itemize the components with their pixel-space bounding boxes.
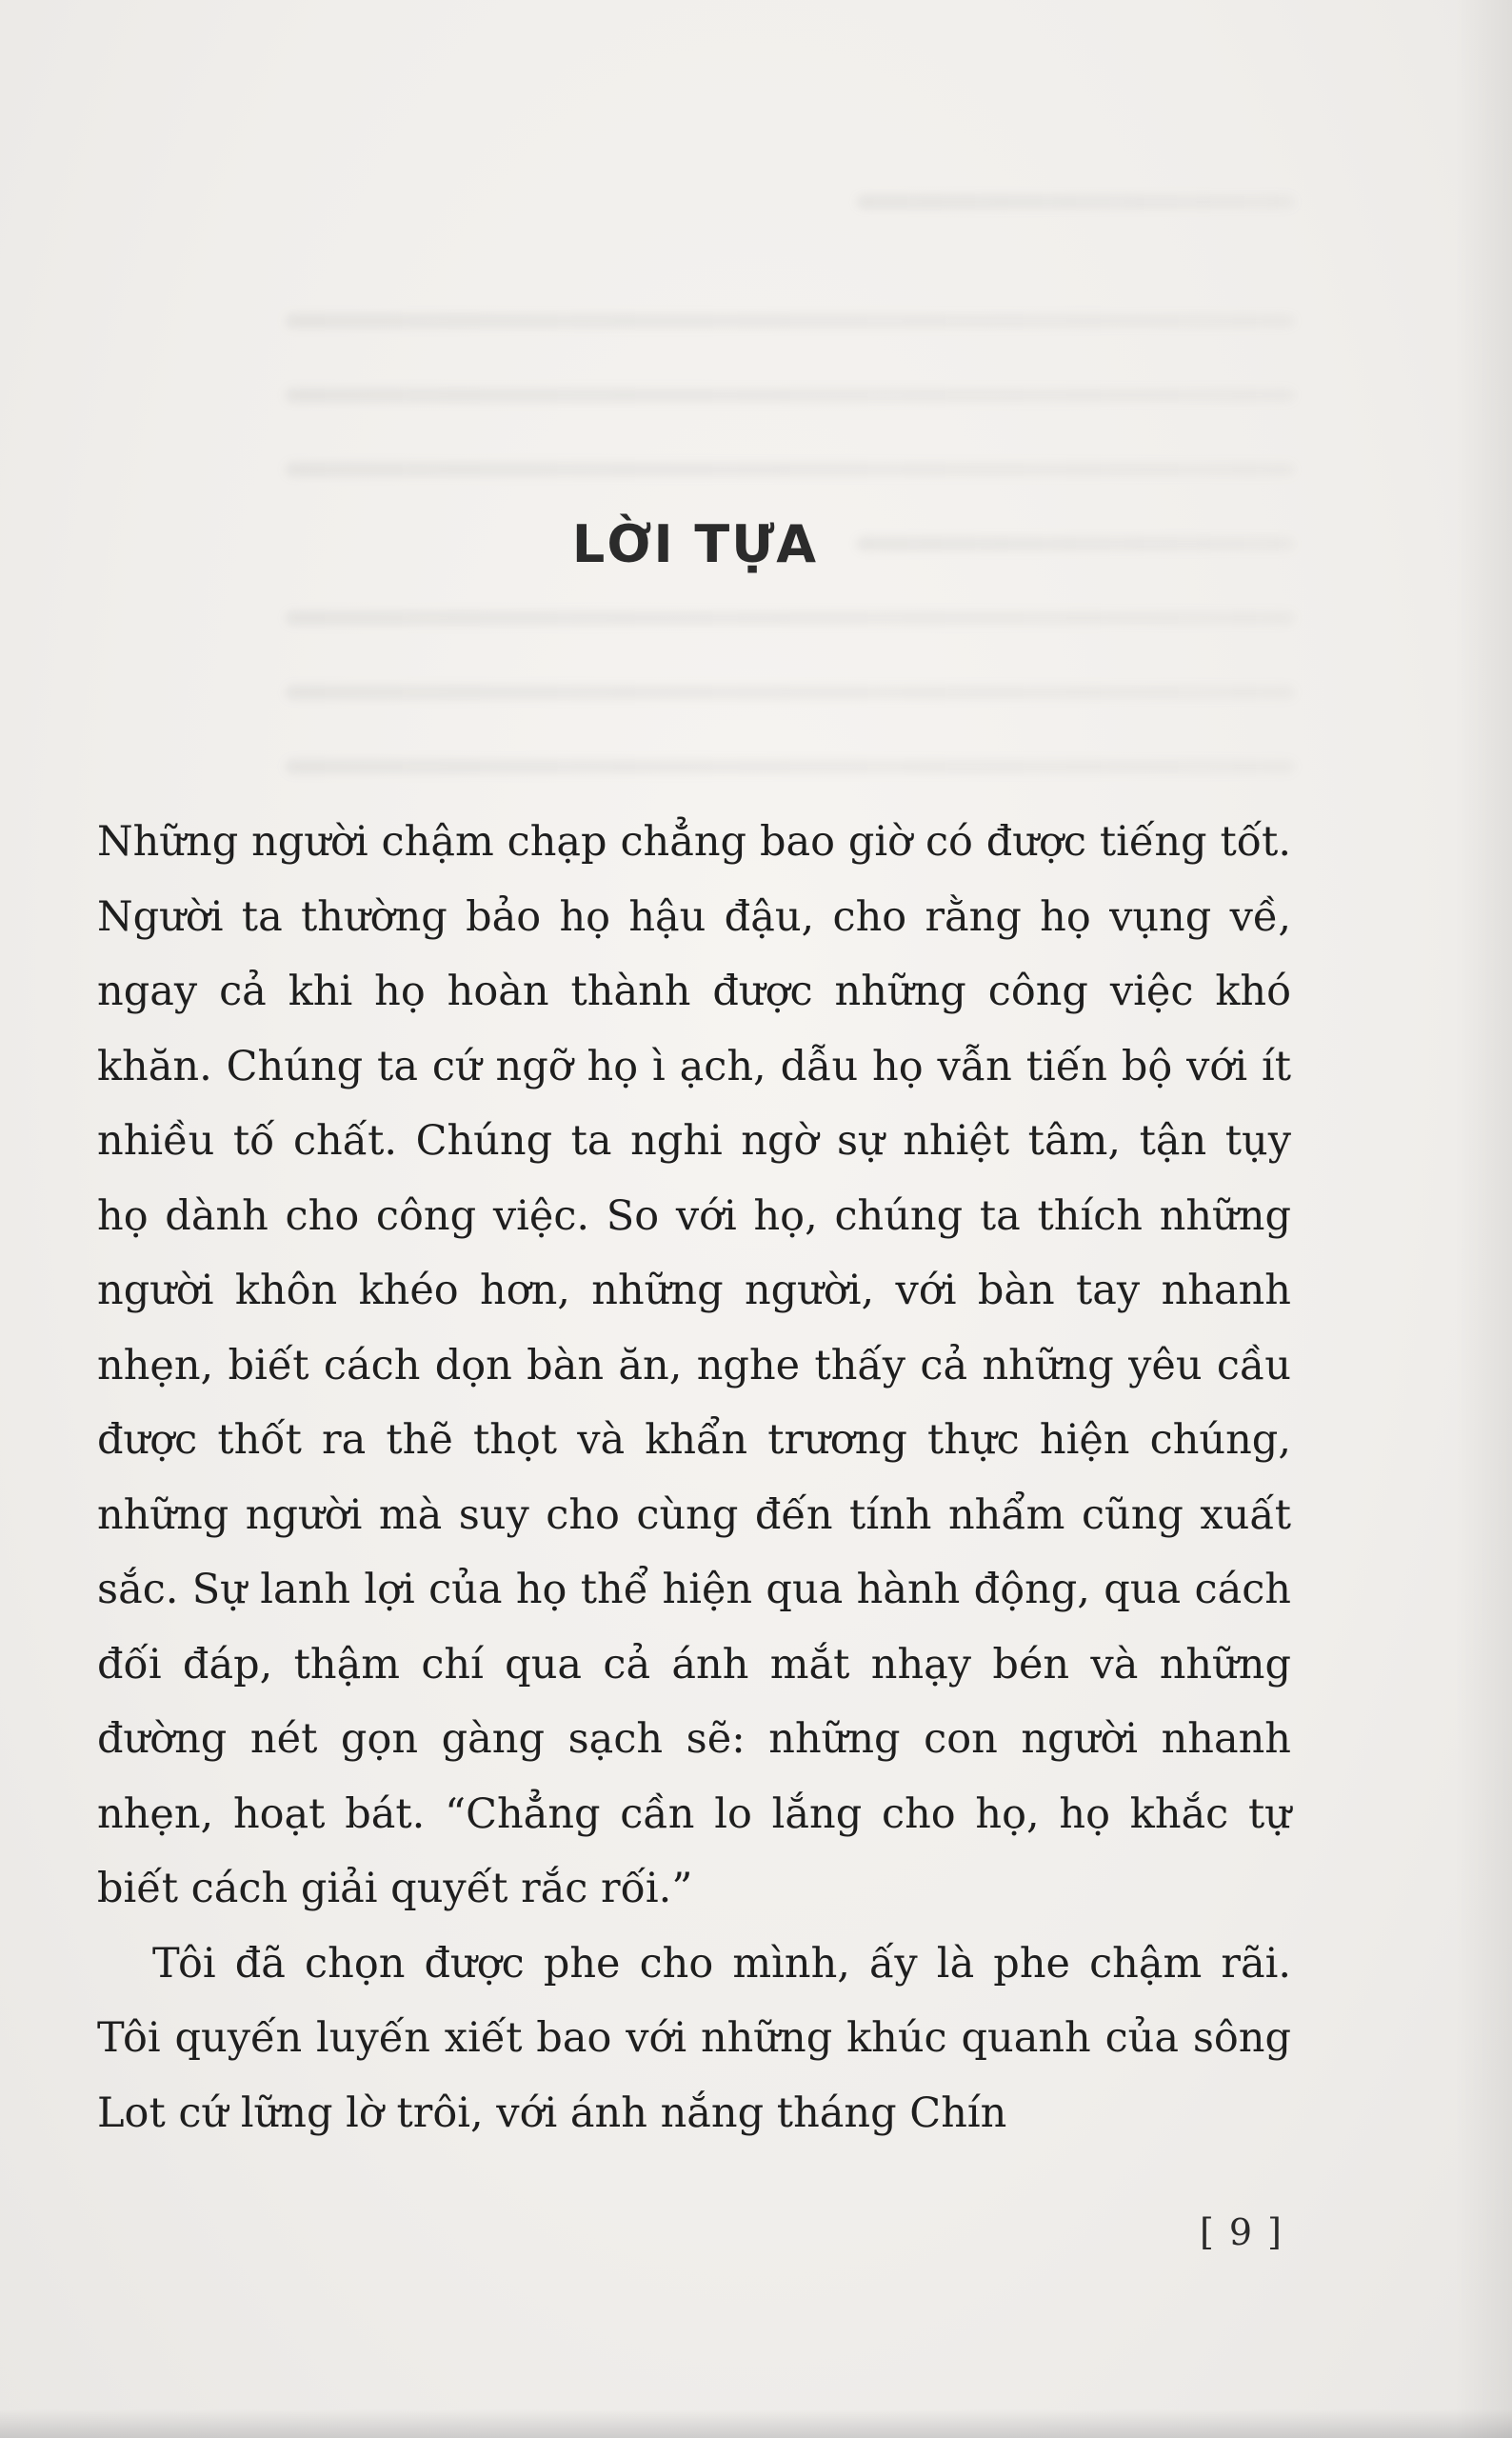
page-bottom-edge — [0, 2409, 1512, 2438]
paragraph-1: Những người chậm chạp chẳng bao giờ có được tiếng tốt. Người ta thường bảo họ hậu đậu, cho rằng họ vụng về, ngay cả khi họ hoàn thành được những công việc khó khăn. Chúng ta cứ ngỡ họ ì ạch, dẫu họ vẫn tiến bộ với ít nhiều tố chất. Chúng ta nghi ngờ sự nhiệt tâm, tận tụy họ dành cho công việc. So với họ, chúng ta thích những người khôn khéo hơn, những người, với bàn tay nhanh nhẹn, biết cách dọn bàn ăn, nghe thấy cả những yêu cầu được thốt ra thẽ thọt và khẩn trương thực hiện chúng, những người mà suy cho cùng đến tính nhẩm cũng xuất sắc. Sự lanh lợi của họ thể hiện qua hành động, qua cách đối đáp, thậm chí qua cả ánh mắt nhạy bén và những đường nét gọn gàng sạch sẽ: những con người nhanh nhẹn, hoạt bát. “Chẳng cần lo lắng cho họ, họ khắc tự biết cách giải quyết rắc rối.” — [97, 818, 1291, 1912]
page-number: [ 9 ] — [1200, 2211, 1283, 2253]
paragraph-2: Tôi đã chọn được phe cho mình, ấy là phe chậm rãi. Tôi quyến luyến xiết bao với những khúc quanh của sông Lot cứ lững lờ trôi, với ánh nắng tháng Chín — [97, 1939, 1291, 2137]
chapter-title: LỜI TỰA — [571, 514, 819, 574]
body-text — [97, 805, 1291, 2150]
page-edge-shadow — [1455, 0, 1512, 2438]
